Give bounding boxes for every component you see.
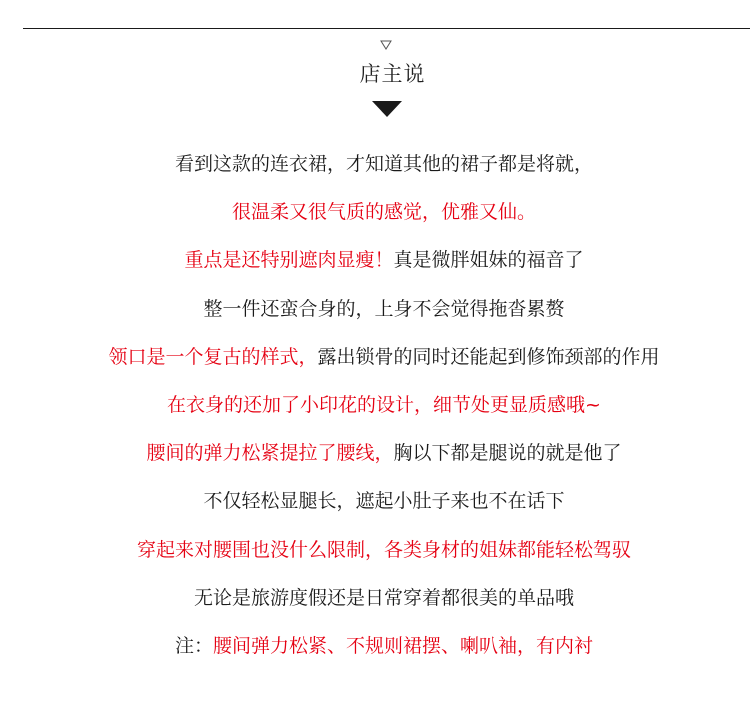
line-5-highlight: 领口是一个复古的样式， [108,345,318,368]
page-title: 店主说 [359,62,426,86]
note-text: 腰间弹力松紧、不规则裙摆、喇叭袖，有内衬 [213,634,594,657]
description-line-9 [0,526,750,574]
line-1-text: 看到这款的连衣裙，才知道其他的裙子都是将就， [174,153,593,175]
line-3-text: 真是微胖姐妹的福音了 [393,249,584,272]
line-5-text: 露出锁骨的同时还能起到修饰颈部的作用 [317,345,660,368]
line-4-text: 整一件还蛮合身的，上身不会觉得拖沓累赘 [203,297,565,320]
line-6-text: 在衣身的还加了小印花的设计，细节处更显质感哦~ [167,393,601,416]
line-2-text: 很温柔又很气质的感觉，优雅又仙。 [231,201,536,224]
line-3-highlight: 重点是还特别遮肉显瘦！ [184,249,394,272]
description-line-8 [0,477,750,525]
line-9-text: 穿起来对腰围也没什么限制，各类身材的姐妹都能轻松驾驭 [136,538,631,561]
shop-description [0,140,750,670]
line-10-text: 无论是旅游度假还是日常穿着都很美的单品哦 [193,586,574,609]
line-7-highlight: 腰间的弹力松紧提拉了腰线， [146,442,394,465]
description-line-4 [0,285,750,333]
description-line-11 [0,622,750,670]
description-line-6 [0,381,750,429]
note-label: 注： [174,634,213,657]
description-line-1 [0,140,750,188]
description-line-3 [0,236,750,284]
description-line-5 [0,333,750,381]
top-divider [23,28,750,29]
line-8-text: 不仅轻松显腿长，遮起小肚子来也不在话下 [203,490,565,513]
solid-triangle-down-icon [372,101,402,117]
line-7-text: 胸以下都是腿说的就是他了 [393,442,622,465]
small-triangle-down-icon [380,40,392,50]
description-line-7 [0,429,750,477]
description-line-2 [0,188,750,236]
description-line-10 [0,574,750,622]
